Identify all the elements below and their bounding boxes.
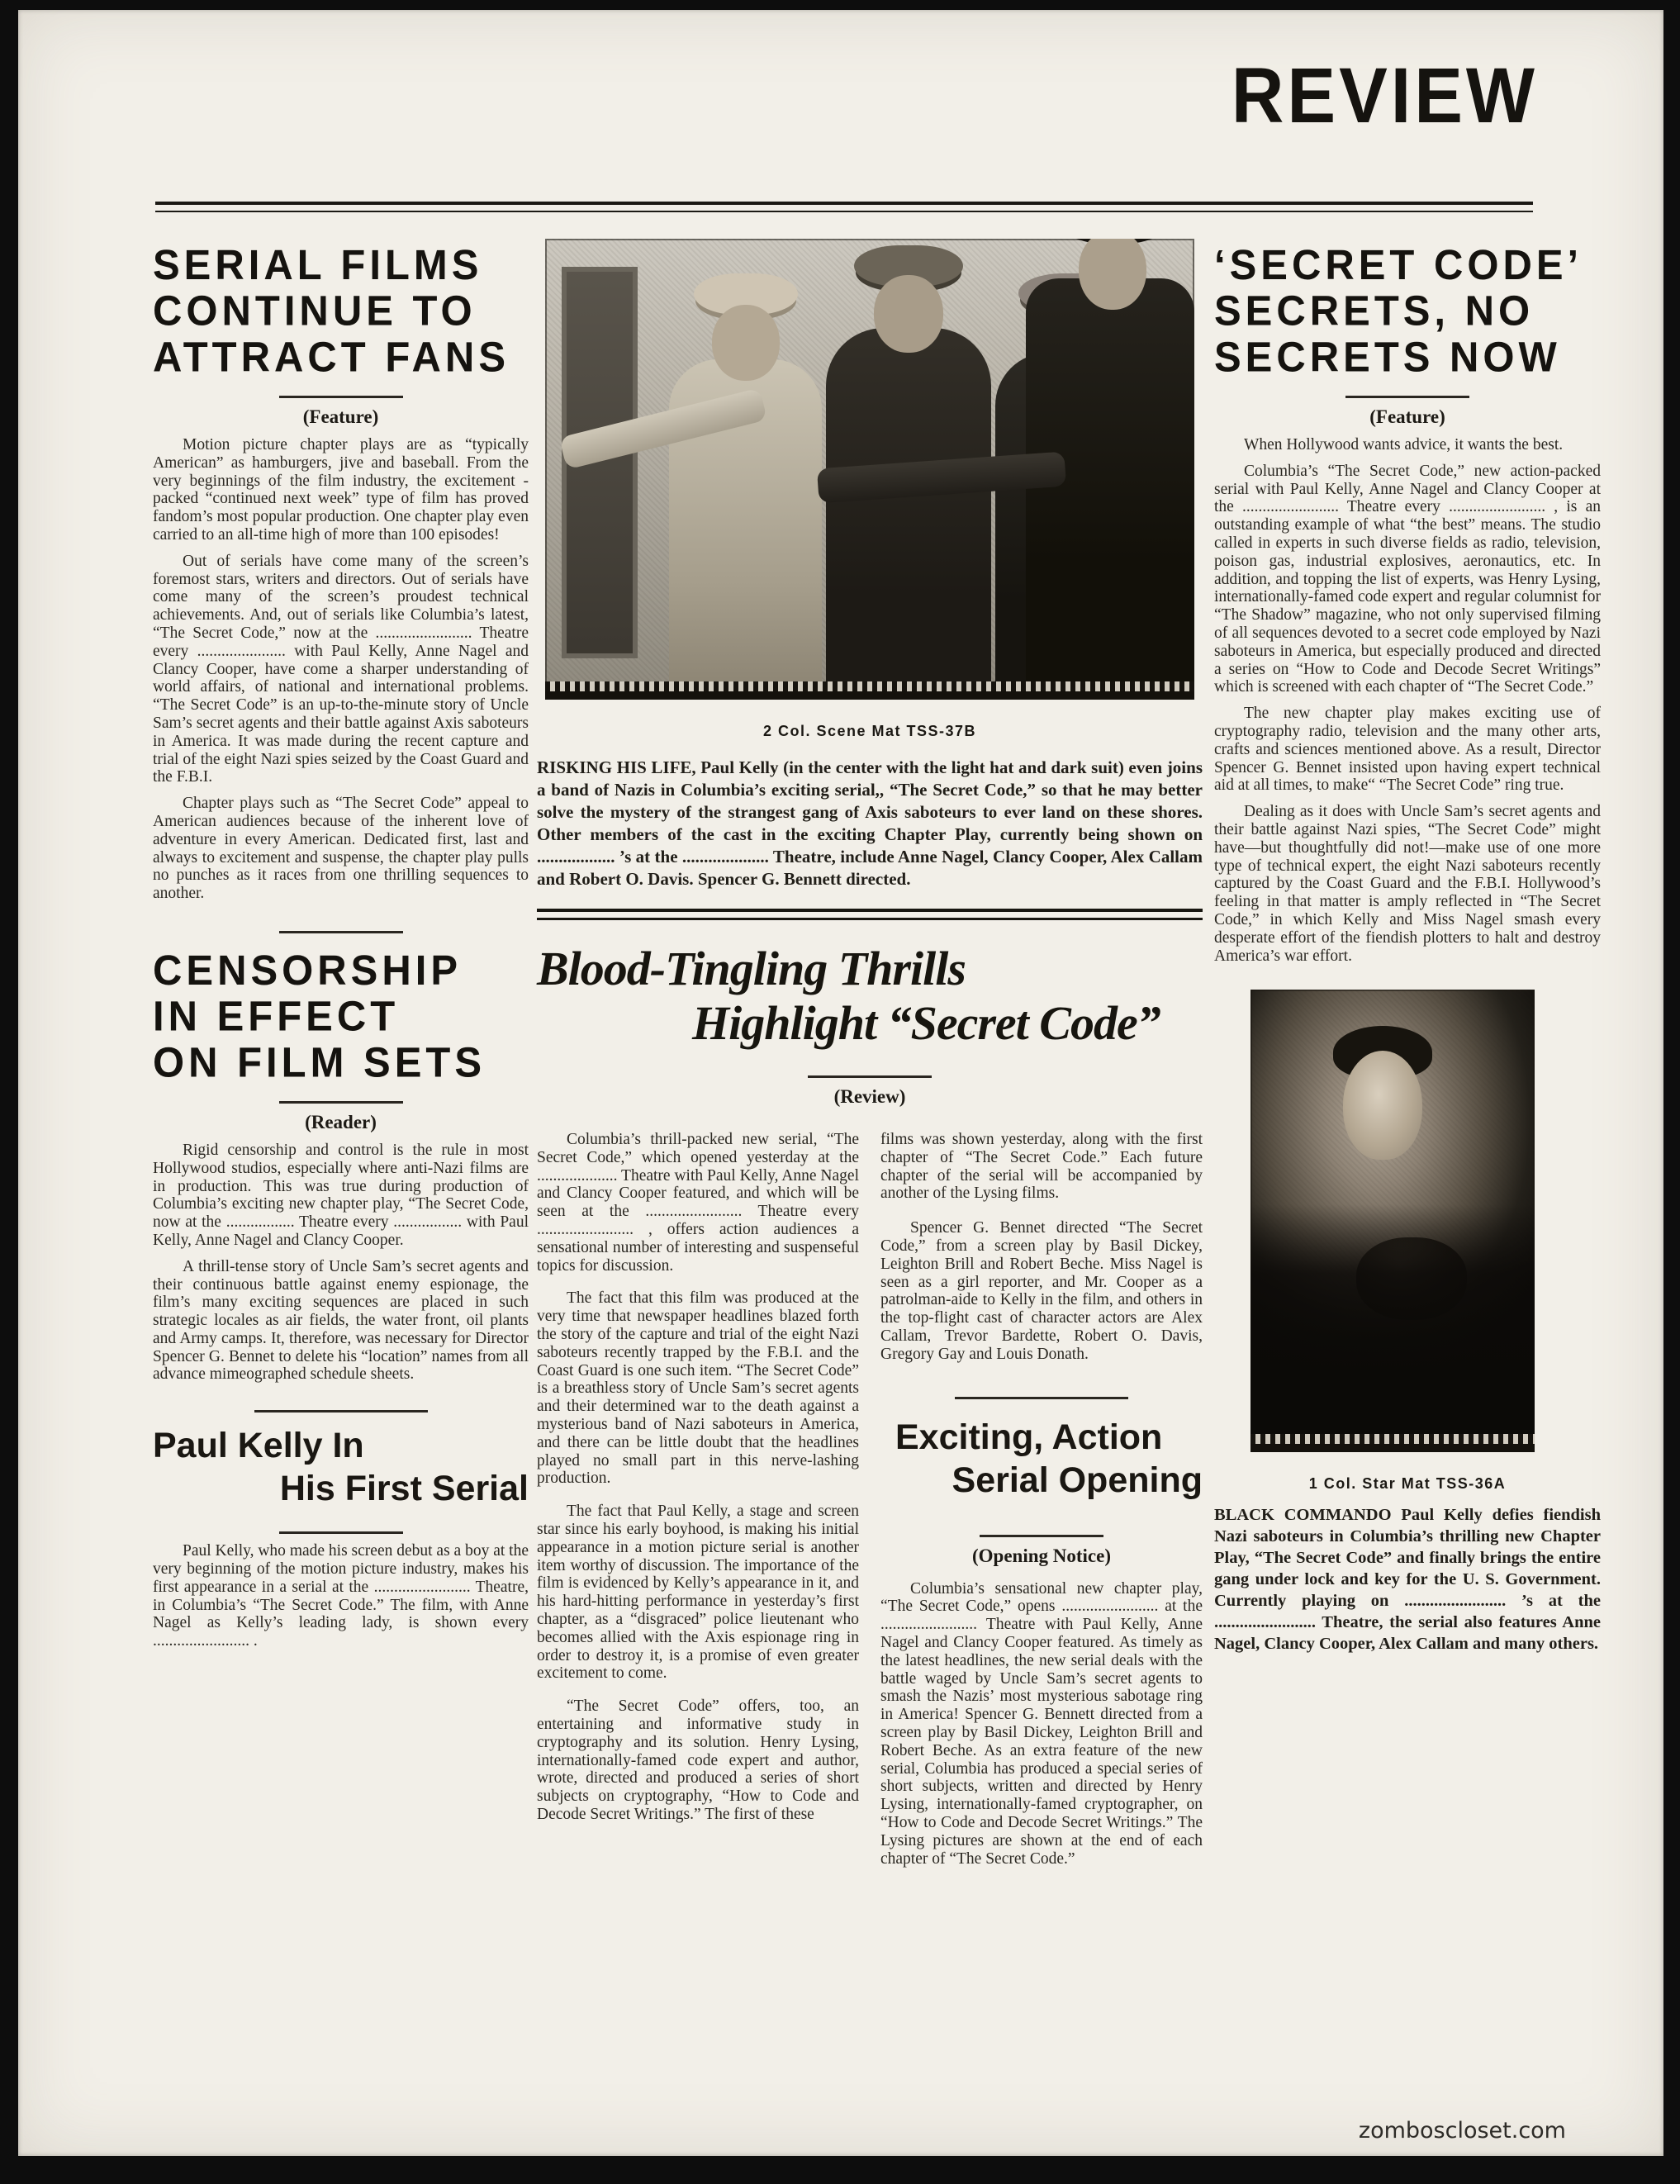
dark-clothing-shape (1251, 1204, 1535, 1452)
center-column (537, 239, 1203, 1868)
kicker-reader: (Reader) (305, 1111, 377, 1132)
article-paragraph: Columbia’s “The Secret Code,” new action-packed serial with Paul Kelly, Anne Nagel and Clancy Cooper at the ........................ Theatre every ........................ , is an outstanding example of what “the best” means. The studio called in experts in such diverse fields as radio, television, poison gas, industrial explosives, aeronautics, etc. In addition, and topping the list of experts, was Henry Lysing, internationally-famed code expert and regular columnist for “The Shadow” magazine, who not only supervised filming of all sequences devoted to a secret code employed by Nazi saboteurs in America, but especially produced and directed a series on “How to Code and Decode Secret Writings” which is screened with each chapter of “The Secret Code.” (1214, 462, 1601, 696)
photo-figure-dark-suit (826, 328, 991, 683)
kicker-opening-notice: (Opening Notice) (971, 1545, 1111, 1566)
scene-mat-label: 2 Col. Scene Mat TSS-37B (762, 723, 977, 739)
review-headline (537, 942, 1203, 1051)
face-shape (1079, 239, 1146, 310)
kicker-rule (808, 1075, 932, 1078)
headline-line: Blood-Tingling Thrills (537, 942, 966, 995)
kicker-feature: (Feature) (302, 406, 379, 427)
heading-line: SERIAL FILMS (153, 241, 483, 289)
heading-line: Serial Opening (952, 1460, 1203, 1500)
kicker-rule (1345, 396, 1469, 398)
heading-line: CONTINUE TO (153, 287, 477, 335)
review-paragraph: Columbia’s thrill-packed new serial, “The Secret Code,” which opened yesterday at the .................... Theatre with Paul Kelly, Anne Nagel and Clancy Cooper featured, and which will be seen at the ........................ Theatre every ........................ , offers action audiences a sensational number of interesting and suspenseful topics for discussion. (537, 1131, 859, 1275)
heading-line: ON FILM SETS (153, 1039, 486, 1086)
article-paragraph: Paul Kelly, who made his screen debut as a boy at the very beginning of the motion picture industry, makes his first appearance in a serial at the ........................ Theatre, in Columbia’s “The Secret Code.” The film, with Anne Nagel as Kelly’s leading lady, is shown every ........................ . (153, 1542, 529, 1650)
review-column-2 (880, 1123, 1203, 1868)
scene-photo-caption: RISKING HIS LIFE, Paul Kelly (in the center with the light hat and dark suit) even joins a band of Nazis in Columbia’s exciting serial,, “The Secret Code,” so that he may better solve the mystery of the strangest gang of Axis saboteurs to ever land on these shores. Other members of the cast in the exciting Chapter Play, currently being shown on .................. ’s at the .................... Theatre, include Anne Nagel, Clancy Cooper, Alex Callam and Robert O. Davis. Spencer G. Bennett directed. (537, 757, 1203, 889)
heading-line: Exciting, Action (895, 1417, 1163, 1457)
left-column (153, 243, 529, 1650)
review-text-columns (537, 1123, 1203, 1868)
article-paragraph: Out of serials have come many of the screen’s foremost stars, writers and directors. Out of serials have come many of the screen’s proudest technical achievements. And, out of serials like Columbia’s latest, “The Secret Code,” now at the ........................ Theatre every ...................... with Paul Kelly, Anne Nagel and Clancy Cooper, have come a sharper understanding of world affairs, of national and international problems. “The Secret Code” is an up-to-the-minute story of Uncle Sam’s secret agents and their battle against Axis saboteurs in America. It was made during the recent capture and trial of the eight Nazi spies seized by the Coast Guard and the F.B.I. (153, 552, 529, 786)
heading-line: CENSORSHIP (153, 947, 463, 995)
article-paragraph: Motion picture chapter plays are as “typically American” as hamburgers, jive and baseball. From the very beginnings of the film industry, the excitement - packed “continued next week” type of film has proved fandom’s most popular production. One chapter play even carried to an all-time high of more than 100 episodes! (153, 436, 529, 544)
face-shape (874, 275, 943, 353)
star-photo-paul-kelly (1251, 990, 1535, 1452)
heading-line: ATTRACT FANS (153, 334, 510, 381)
masthead-double-rule (155, 202, 1533, 212)
heading-paul-kelly-first-serial (153, 1424, 529, 1510)
heading-censorship (153, 948, 529, 1086)
review-paragraph: The fact that this film was produced at the very time that newspaper headlines blazed forth the story of the capture and trial of the eight Nazi saboteurs recently trapped by the F.B.I. and the Coast Guard is one such item. “The Secret Code” is a breathless story of Uncle Sam’s secret agents and their determined war to the death against a mysterious band of Nazi saboteurs in America, and there can be little doubt that the headlines played no small part in this nerve-lashing production. (537, 1289, 859, 1488)
heading-line: SECRETS NOW (1214, 334, 1561, 381)
article-paragraph: Rigid censorship and control is the rule in most Hollywood studios, especially where anti-Nazi films are in production. This was true during production of Columbia’s exciting new chapter play, “The Secret Code, now at the ................. Theatre every ................. with Paul Kelly, Anne Nagel and Clancy Cooper. (153, 1141, 529, 1249)
heading-line: His First Serial (279, 1469, 529, 1509)
page-title: REVIEW (1231, 50, 1538, 140)
scene-photo (545, 239, 1194, 700)
kicker-feature-right: (Feature) (1369, 406, 1445, 427)
right-column (1214, 243, 1601, 1655)
star-mat-label: 1 Col. Star Mat TSS-36A (1308, 1475, 1507, 1493)
article-paragraph: When Hollywood wants advice, it wants the best. (1244, 436, 1564, 453)
heading-line: ‘SECRET CODE’ (1214, 241, 1583, 289)
article-paragraph: Chapter plays such as “The Secret Code” appeal to American audiences because of the inherent love of adventure in every American. Dedicated first, last and always to excitement and suspense, the chapter play pulls no punches as it races from one thrilling sequences to another. (153, 795, 529, 903)
review-paragraph: “The Secret Code” offers, too, an entertaining and informative study in cryptography and its solution. Henry Lysing, internationally-famed code expert and author, wrote, directed and produced a series of short subjects on cryptography, “How to Code and Decode Secret Writings.” The first of these (537, 1697, 859, 1823)
pressbook-review-page (18, 10, 1663, 2156)
review-column-1 (537, 1123, 859, 1868)
kicker-rule (279, 1531, 403, 1534)
section-rule (279, 931, 403, 933)
face-shape (712, 305, 780, 381)
face-shape (1343, 1051, 1422, 1160)
section-rule (254, 1410, 428, 1412)
watermark-site-credit: zomboscloset.com (1358, 2118, 1566, 2144)
article-paragraph: A thrill-tense story of Uncle Sam’s secret agents and their continuous battle against enemy espionage, the film’s many exciting sequences are placed in such strategic locales as air fields, the water front, oil plants and Army camps. It, therefore, was necessary for Director Spencer G. Bennet to delete his “location” names from all advance mimeographed schedule sheets. (153, 1257, 529, 1384)
heading-line: Paul Kelly In (153, 1426, 364, 1466)
kicker-rule (980, 1535, 1103, 1537)
review-paragraph: films was shown yesterday, along with the first chapter of “The Secret Code.” Each future chapter of the serial will be accompanied by another of the Lysing films. (880, 1131, 1203, 1203)
heading-line: IN EFFECT (153, 993, 400, 1041)
photo-mat-strip (545, 681, 1194, 700)
kicker-review: (Review) (833, 1086, 906, 1107)
headline-double-rule (537, 909, 1203, 920)
review-paragraph: The fact that Paul Kelly, a stage and screen star since his early boyhood, is making his initial appearance in a motion picture serial is another item worthy of discussion. The importance of the film is evidenced by Kelly’s appearance in it, and his hard-hitting performance in yesterday’s first chapter, as a “disgraced” police lieutenant who becomes allied with the Axis espionage ring in order to destroy it, is a promise of even greater excitement to come. (537, 1503, 859, 1683)
kicker-rule (279, 1101, 403, 1104)
heading-serial-films (153, 243, 529, 381)
heading-serial-opening (880, 1416, 1203, 1502)
kicker-rule (279, 396, 403, 398)
review-paragraph: Spencer G. Bennet directed “The Secret Code,” from a screen play by Basil Dickey, Leighton Brill and Robert Beche. Miss Nagel is seen as a girl reporter, and Mr. Cooper as a patrolman-aide to Kelly in the film, and others in the top-flight cast of character actors are Alex Callam, Trevor Bardette, Robert O. Davis, Gregory Gay and Louis Donath. (880, 1219, 1203, 1363)
heading-line: SECRETS, NO (1214, 287, 1535, 335)
photo-mat-strip (1251, 1434, 1535, 1452)
article-paragraph: Dealing as it does with Uncle Sam’s secret agents and their battle against Nazi spies, “The Secret Code” might have—but thoughtfully did not!—make use of one more type of technical expert, the eight Nazi saboteurs recently captured by the Coast Guard and the F.B.I. Hollywood’s feeling in that matter is amply reflected in “The Secret Code,” in which Kelly and Miss Nagel smash every desperate effort of the fiendish plotters to halt and destroy America’s war effort. (1214, 803, 1601, 965)
section-rule (955, 1397, 1128, 1399)
heading-secret-code-secrets (1214, 243, 1601, 381)
article-paragraph: The new chapter play makes exciting use of cryptography radio, television and the many other arts, crafts and sciences mentioned above. As a result, Director Spencer G. Bennet insisted upon having expert technical aid at all times, to make“ “The Secret Code” ring true. (1214, 705, 1601, 795)
headline-line: Highlight “Secret Code” (692, 996, 1160, 1050)
star-photo-caption: BLACK COMMANDO Paul Kelly defies fiendish Nazi saboteurs in Columbia’s thrilling new Chapter Play, “The Secret Code” and finally brings the entire gang under lock and key for the U. S. Government. Currently playing on ........................ ’s at the ........................ Theatre, the serial also features Anne Nagel, Clancy Cooper, Alex Callam and many others. (1214, 1506, 1601, 1654)
opening-paragraph: Columbia’s sensational new chapter play, “The Secret Code,” opens ........................ at the ........................ Theatre with Paul Kelly, Anne Nagel and Clancy Cooper featured. As timely as the latest headlines, the new serial deals with the battle waged by Uncle Sam’s secret agents to smash the Nazis’ most mysterious sabotage ring in America! Spencer G. Bennett directed from a screen play by Basil Dickey, Leighton Brill and Robert Beche. As an extra feature of the new serial, Columbia has produced a special series of short subjects, written and directed by Henry Lysing, internationally-famed cryptographer, on “How to Code and Decode Secret Writings.” The Lysing pictures are shown at the end of each chapter of “The Secret Code.” (880, 1579, 1203, 1868)
